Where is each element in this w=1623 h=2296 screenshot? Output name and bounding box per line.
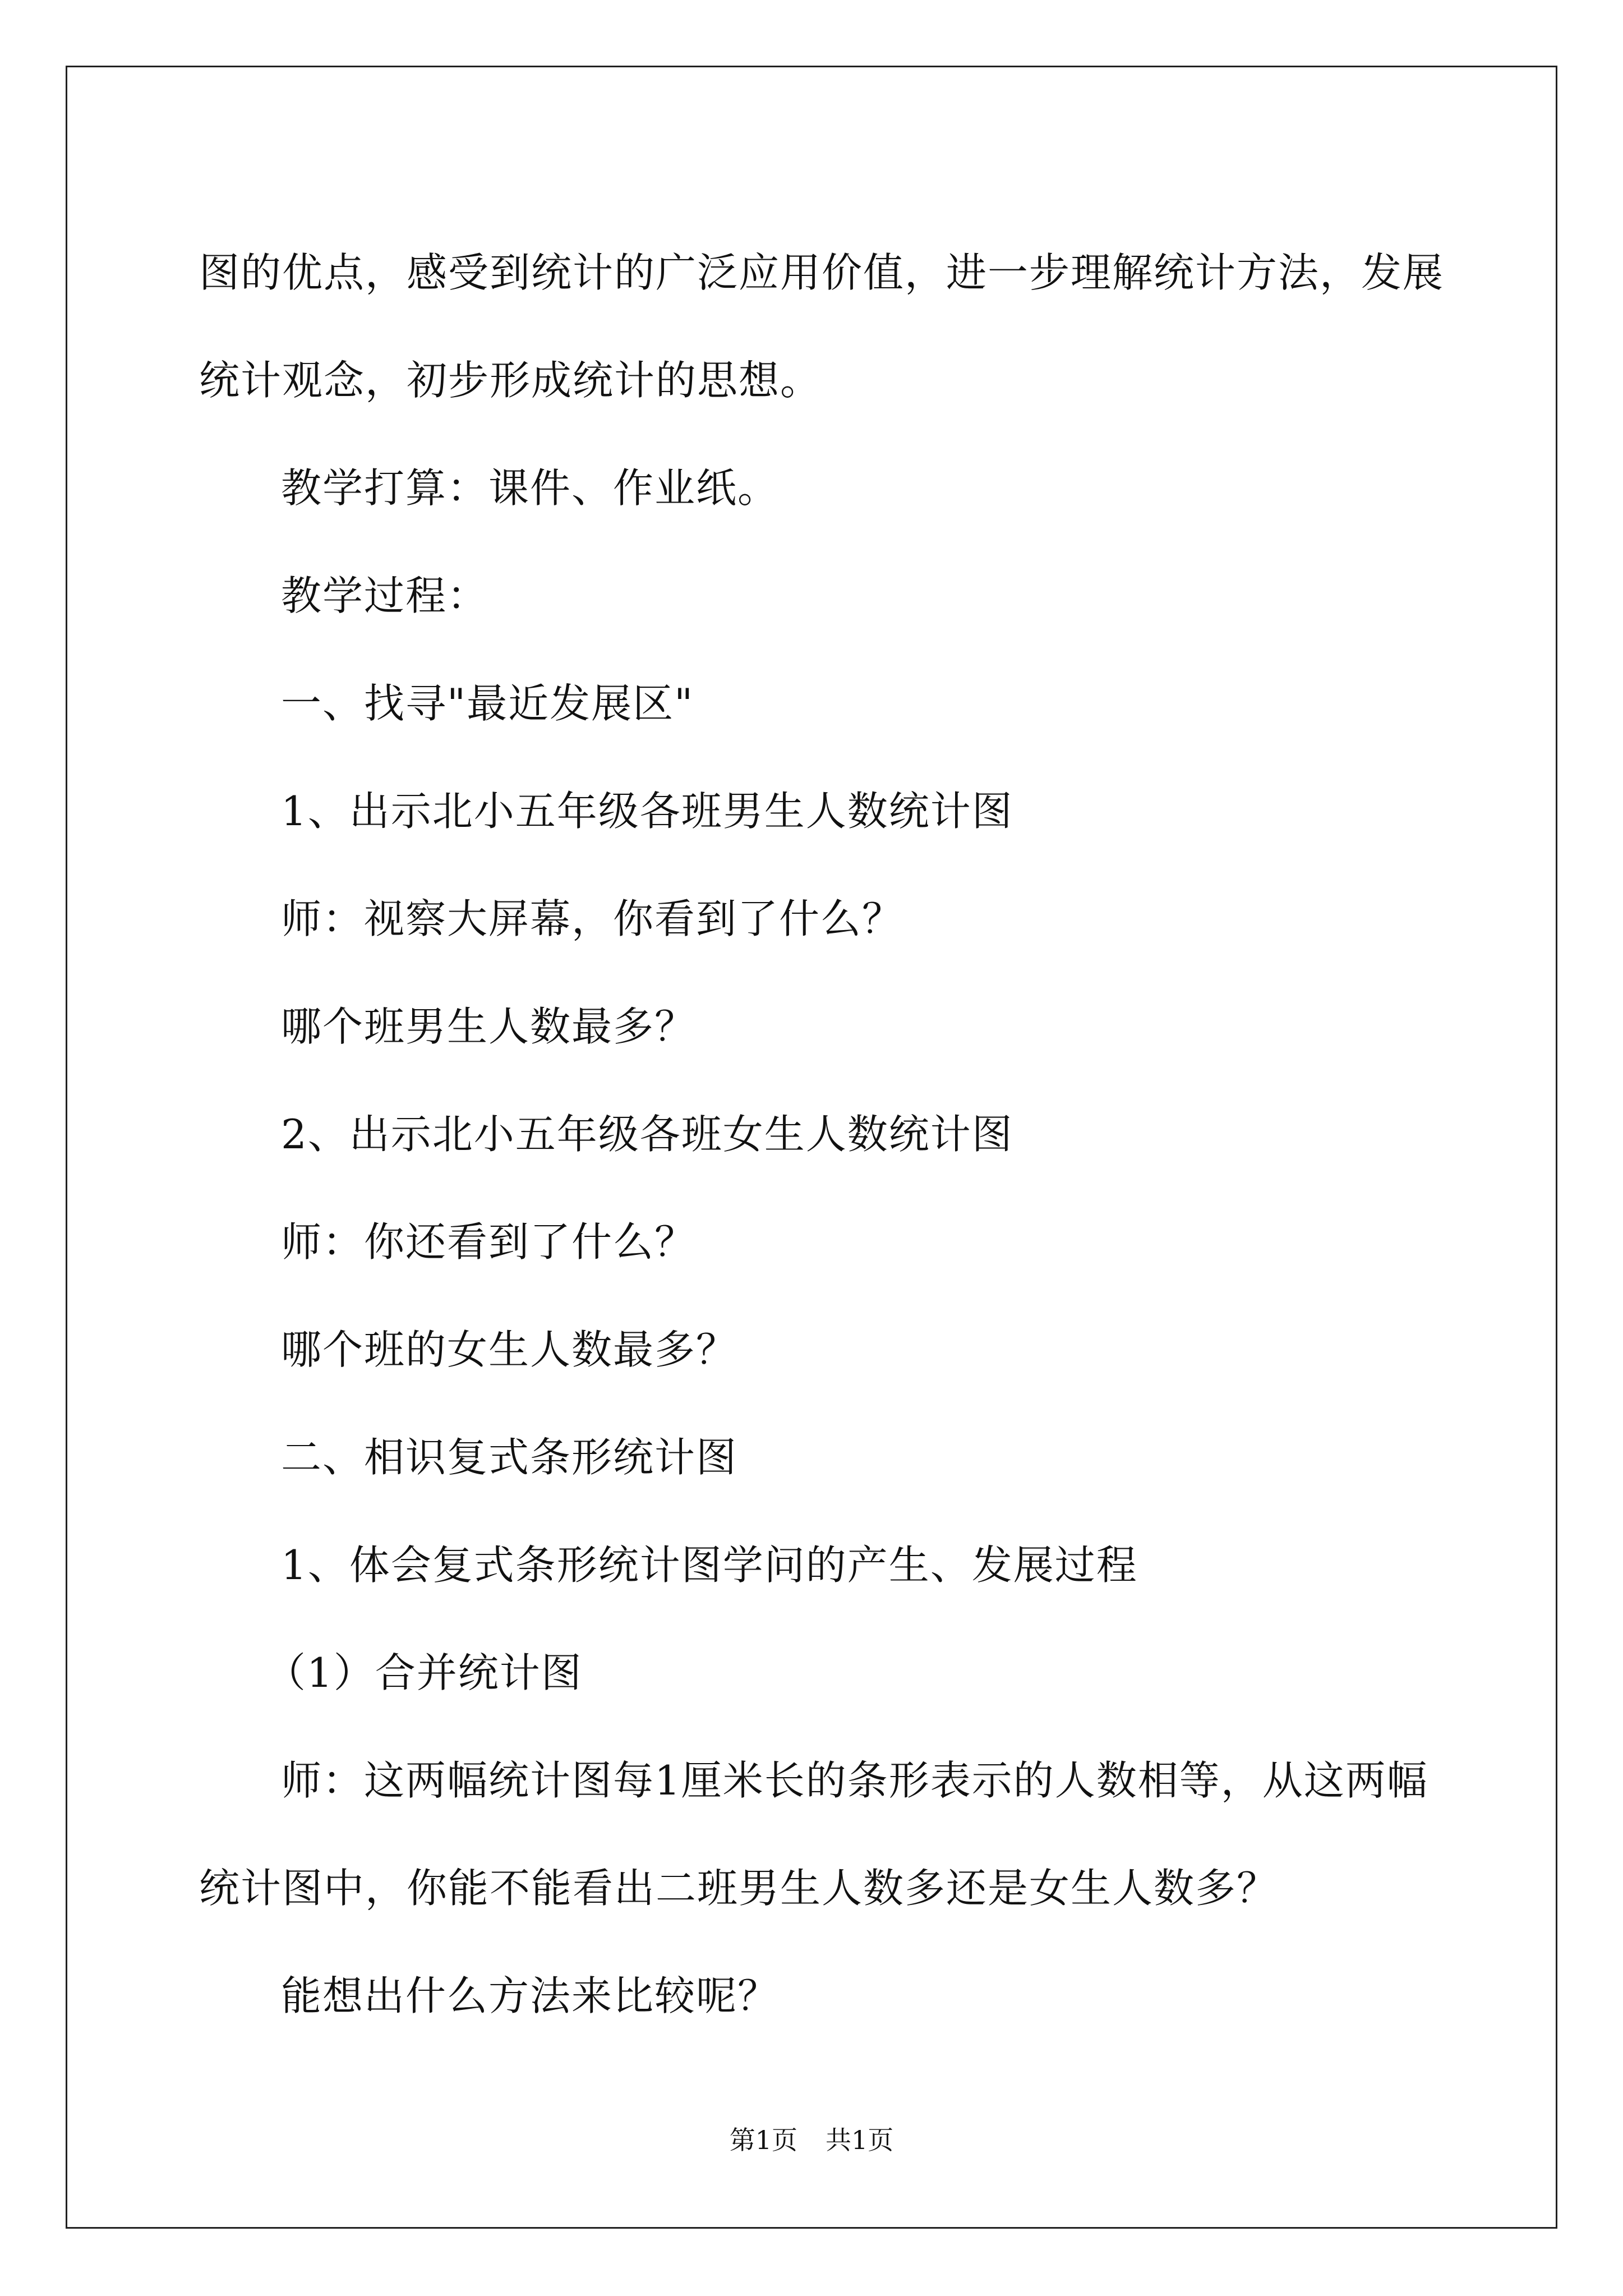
paragraph-teacher: 师：你还看到了什么？ <box>281 1218 697 1266</box>
list-item: 1、体会复式条形统计图学问的产生、发展过程 <box>281 1542 1138 1589</box>
document-body <box>199 219 1445 2050</box>
section-heading-two: 二、相识复式条形统计图 <box>281 1434 738 1481</box>
page-footer <box>0 2123 1623 2157</box>
page-total: 共1页 <box>826 2125 894 2155</box>
section-heading-process: 教学过程： <box>281 572 489 619</box>
paragraph-preparation: 教学打算：课件、作业纸。 <box>281 464 780 512</box>
paragraph-question: 哪个班男生人数最多？ <box>281 1003 697 1050</box>
list-item: 2、出示北小五年级各班女生人数统计图 <box>281 1111 1013 1158</box>
list-item: 1、出示北小五年级各班男生人数统计图 <box>281 788 1013 835</box>
paragraph-continuation: 图的优点，感受到统计的广泛应用价值，进一步理解统计方法，发展 <box>199 249 1445 296</box>
paragraph-continuation: 统计图中，你能不能看出二班男生人数多还是女生人数多？ <box>199 1865 1279 1912</box>
section-heading-one: 一、找寻"最近发展区" <box>281 680 694 727</box>
paragraph-continuation: 统计观念，初步形成统计的思想。 <box>199 357 822 404</box>
paragraph-teacher: 师：视察大屏幕，你看到了什么？ <box>281 895 904 942</box>
paragraph-question: 哪个班的女生人数最多？ <box>281 1326 738 1373</box>
paragraph-question: 能想出什么方法来比较呢？ <box>281 1972 780 2019</box>
page-number: 第1页 <box>729 2125 797 2155</box>
paragraph-teacher: 师：这两幅统计图每1厘米长的条形表示的人数相等，从这两幅 <box>281 1757 1428 1804</box>
sub-list-item: （1）合并统计图 <box>265 1649 583 1696</box>
